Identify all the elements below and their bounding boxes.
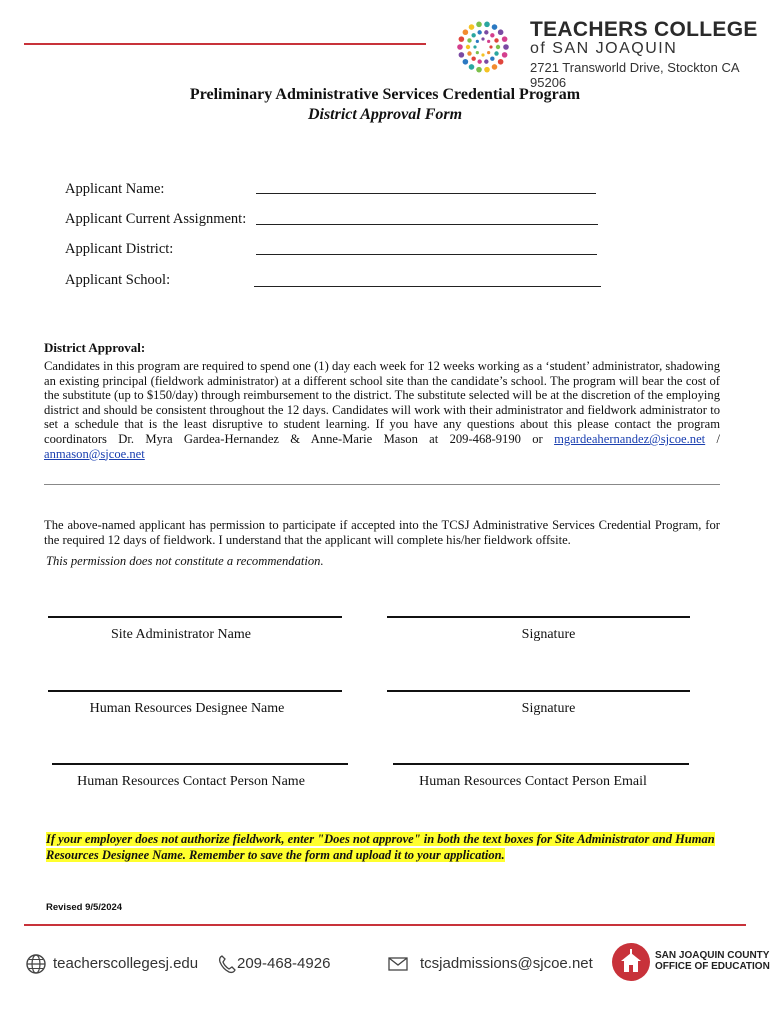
footer-email[interactable]: tcsjadmissions@sjcoe.net <box>420 955 593 972</box>
site-administrator-name-label: Site Administrator Name <box>111 627 251 642</box>
hr-contact-name-label: Human Resources Contact Person Name <box>77 774 305 789</box>
footer-rule <box>24 924 746 926</box>
applicant-assignment-field[interactable] <box>256 224 598 225</box>
sjcoe-name <box>655 950 770 972</box>
section-divider <box>44 484 720 485</box>
revision-date: Revised 9/5/2024 <box>46 902 123 913</box>
signature-label-1: Signature <box>521 627 576 642</box>
district-approval-paragraph <box>44 359 720 461</box>
footer-phone[interactable]: 209-468-4926 <box>237 955 331 972</box>
sjcoe-line1: SAN JOAQUIN COUNTY <box>655 950 770 961</box>
district-approval-heading: District Approval: <box>44 340 146 355</box>
applicant-assignment-label: Applicant Current Assignment: <box>65 211 247 227</box>
college-name: TEACHERS COLLEGE <box>530 18 758 41</box>
college-logo-icon <box>452 16 514 78</box>
header-rule <box>24 43 426 45</box>
form-title: Preliminary Administrative Services Credential Program <box>189 86 581 103</box>
fieldwork-instructions-text: If your employer does not authorize fieldwork, enter "Does not approve" in both the text boxes for Site Administrator and Human Resources Designee Name. Remember to save the form and upload it to your application. <box>46 832 715 862</box>
signature-label-2: Signature <box>521 701 576 716</box>
college-address: 2721 Transworld Drive, Stockton CA 95206 <box>530 60 739 90</box>
applicant-school-field[interactable] <box>254 286 601 287</box>
footer-website[interactable]: teacherscollegesj.edu <box>53 955 199 972</box>
applicant-name-label: Applicant Name: <box>65 181 165 197</box>
email-link-mason[interactable]: anmason@sjcoe.net <box>44 446 145 461</box>
hr-contact-email-label: Human Resources Contact Person Email <box>419 774 647 789</box>
hr-designee-name-field[interactable] <box>48 690 342 692</box>
applicant-district-label: Applicant District: <box>65 241 174 257</box>
college-subname: of SAN JOAQUIN <box>530 40 678 57</box>
site-administrator-signature-field[interactable] <box>387 616 690 618</box>
applicant-name-field[interactable] <box>256 193 596 194</box>
email-link-gardea[interactable]: mgardeahernandez@sjcoe.net <box>554 431 706 446</box>
sjcoe-line2: OFFICE OF EDUCATION <box>655 961 770 972</box>
permission-note: This permission does not constitute a recommendation. <box>46 554 324 568</box>
sjcoe-logo-icon <box>611 942 651 982</box>
email-separator: / <box>705 431 720 446</box>
hr-contact-name-field[interactable] <box>52 763 348 765</box>
approval-text: Candidates in this program are required to spend one (1) day each week for 12 weeks working as a ‘student’ administrator, shadowing an existing principal (fieldwork administrator) at a different school site than the candidate’s school. The program will bear the cost of the substitute (up to $150/day) through reimbursement to the district. The substitute selected will be at the discretion of the employing district and should be consistent throughout the 12 days. Candidates will work with their administrator and fieldwork administrator to set a schedule that is the least disruptive to student learning. If you have any questions about this please contact the program coordinators Dr. Myra Gardea-Hernandez & Anne-Marie Mason at 209-468-9190 or <box>44 359 720 446</box>
hr-designee-name-label: Human Resources Designee Name <box>89 701 285 716</box>
fieldwork-instructions <box>46 831 726 863</box>
hr-designee-signature-field[interactable] <box>387 690 690 692</box>
permission-text: The above-named applicant has permission to participate if accepted into the TCSJ Administrative Services Credential Program, for the required 12 days of fieldwork. I understand that the applicant will complete his/her fieldwork offsite. <box>44 518 720 547</box>
applicant-district-field[interactable] <box>256 254 597 255</box>
form-subtitle: District Approval Form <box>307 106 463 123</box>
hr-contact-email-field[interactable] <box>393 763 689 765</box>
globe-icon <box>25 953 47 975</box>
mail-icon <box>387 953 409 975</box>
site-administrator-name-field[interactable] <box>48 616 342 618</box>
phone-icon <box>216 953 238 975</box>
applicant-school-label: Applicant School: <box>65 272 171 288</box>
